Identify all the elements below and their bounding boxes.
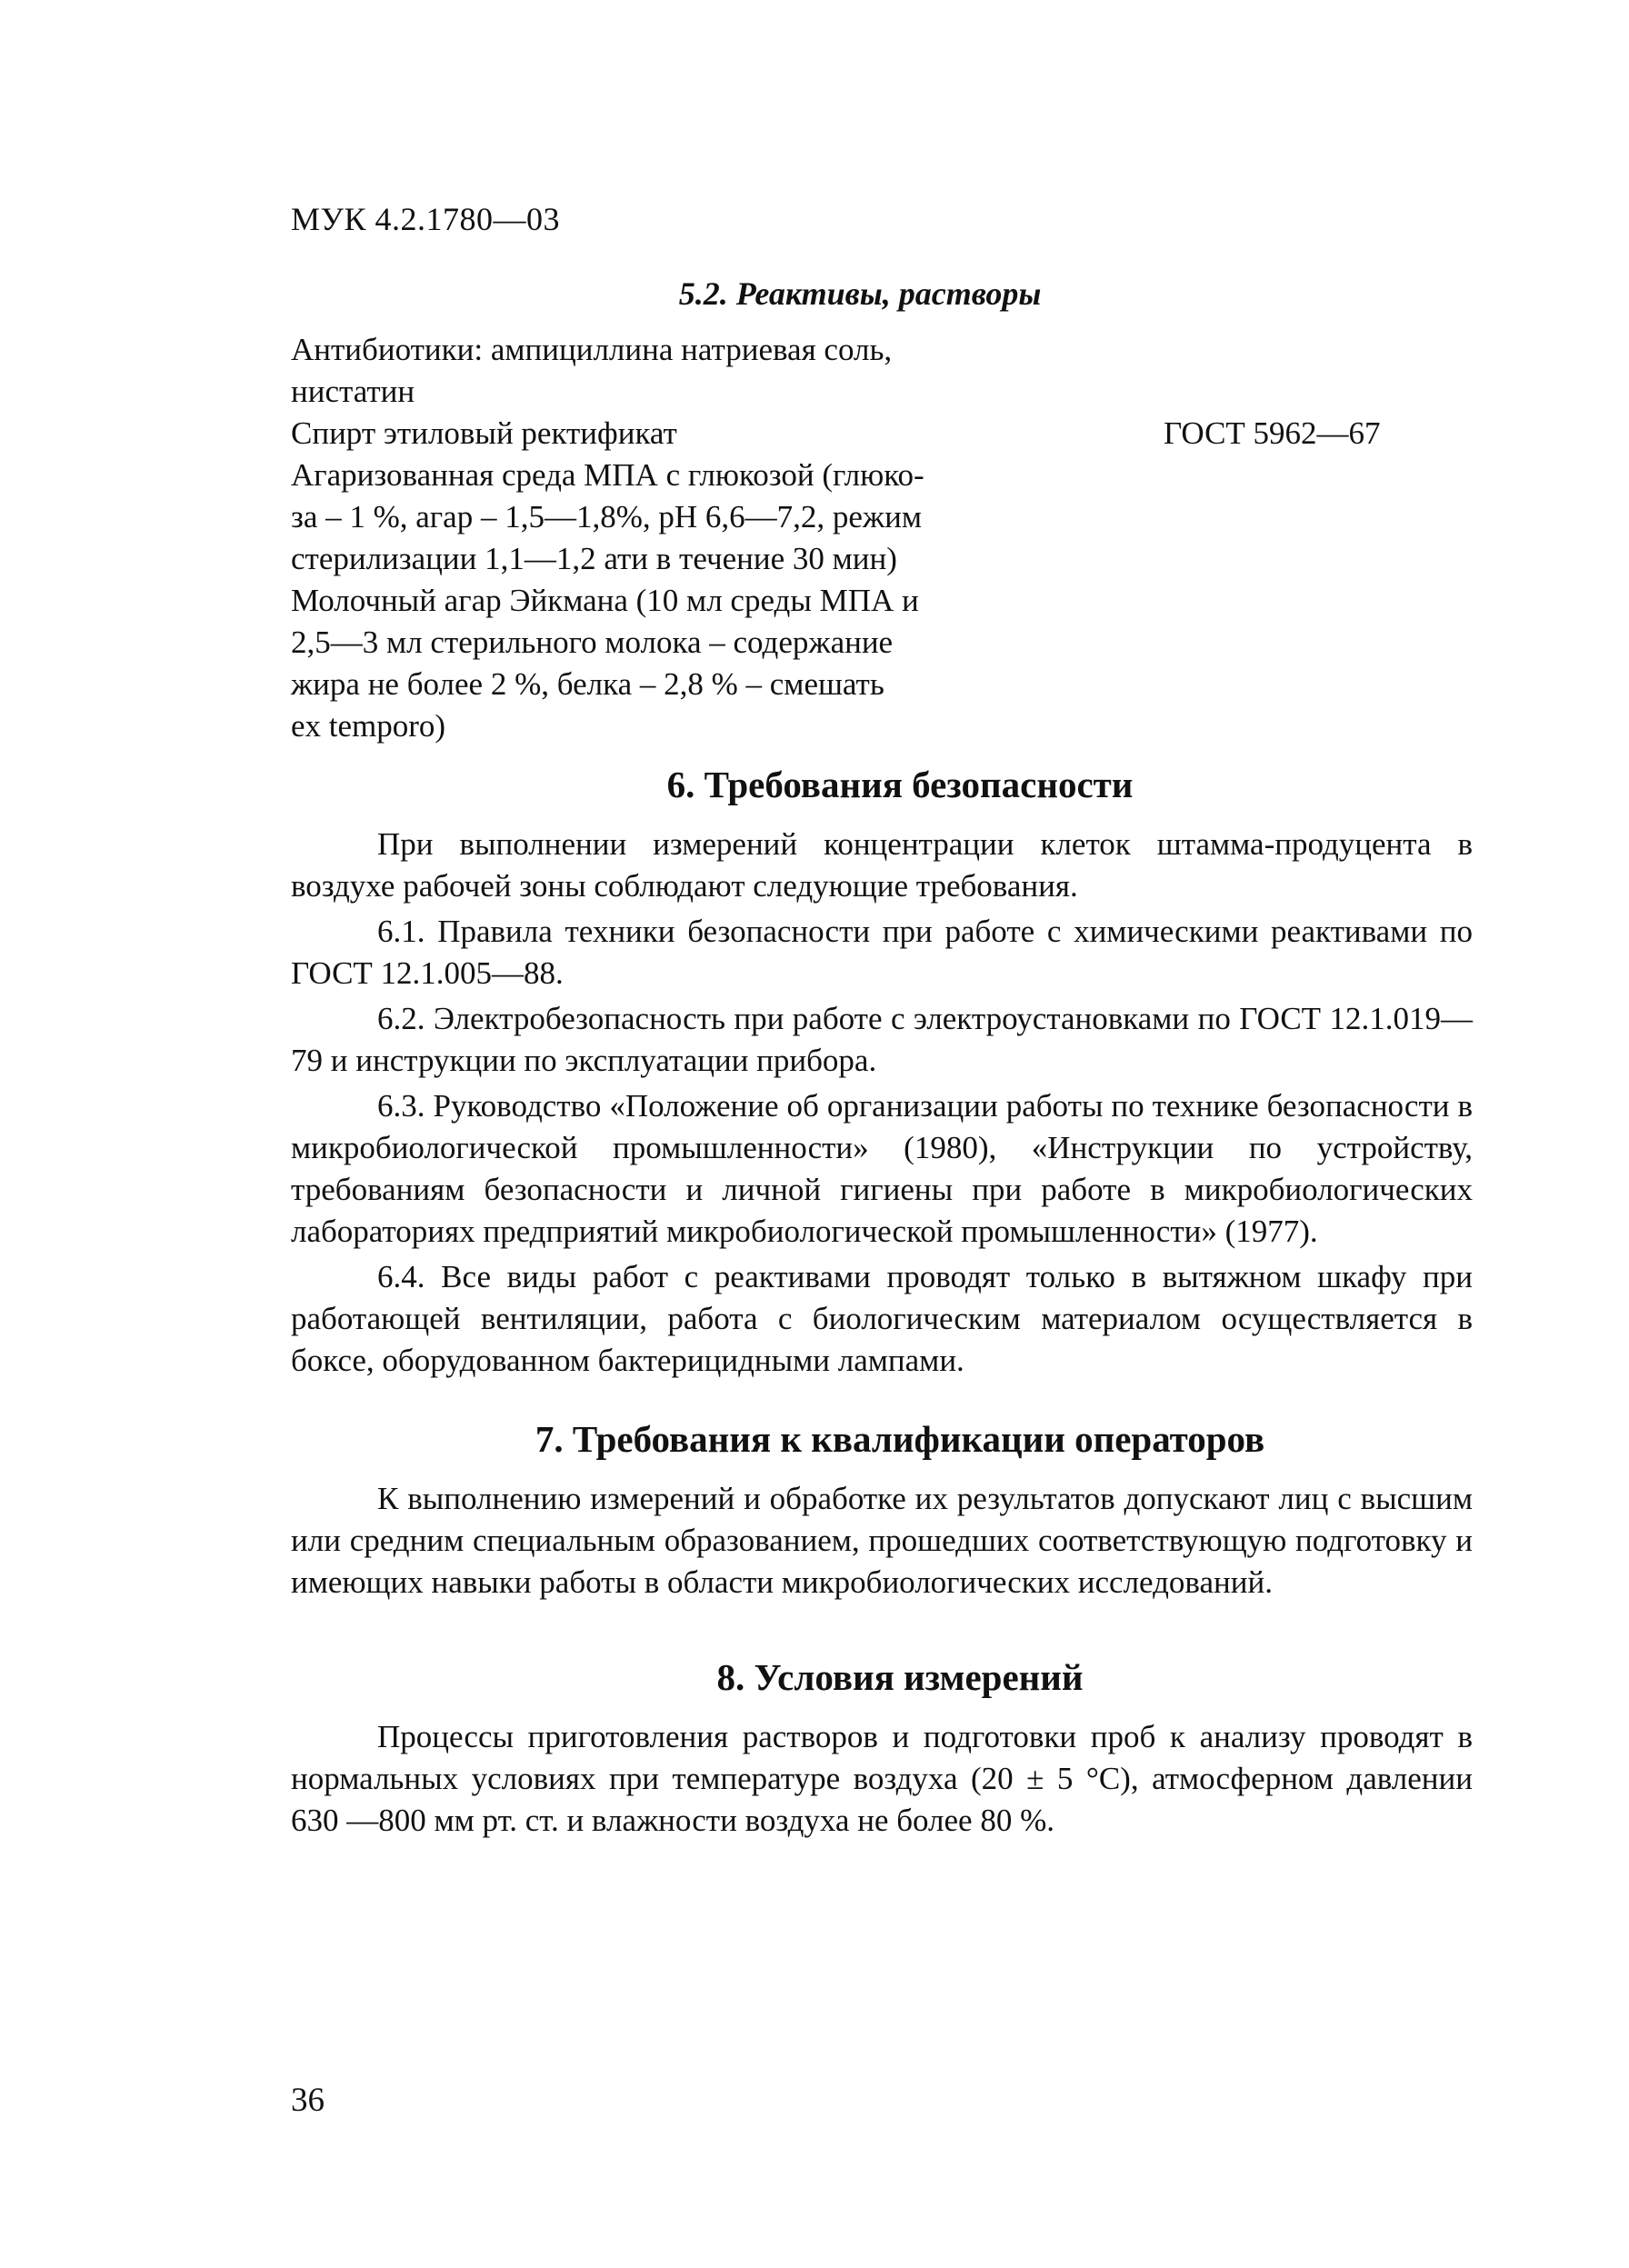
paragraph: 6.2. Электробезопасность при работе с электроустановками по ГОСТ 12.1.019—79 и инструкции по эксплуатации прибора. xyxy=(291,1001,1473,1078)
reagent-name: Молочный агар Эйкмана (10 мл среды МПА и 2,5—3 мл стерильного молока – содержание жира не более 2 %, белка – 2,8 % – смешать ex temporo) xyxy=(291,583,919,744)
section-title: 7. Требования к квалификации операторов xyxy=(535,1418,1265,1460)
reagent-name: Спирт этиловый ректификат xyxy=(291,415,677,451)
reagent-standard: ГОСТ 5962—67 xyxy=(1164,415,1381,451)
reagent-row xyxy=(291,580,1436,747)
paragraph: 6.3. Руководство «Положение об организации работы по технике безопасности в микробиологической промышленности» (1980), «Инструкции по устройству, требованиям безопасности и личной гигиены при работе в микробиологических лабораториях предприятий микробиологической промышленности» (1977). xyxy=(291,1088,1473,1249)
reagent-name: Агаризованная среда МПА с глюкозой (глюко- за – 1 %, агар – 1,5—1,8%, рН 6,6—7,2, режим стерилизации 1,1—1,2 ати в течение 30 мин) xyxy=(291,457,924,576)
paragraph: Процессы приготовления растворов и подготовки проб к анализу проводят в нормальных условиях при температуре воздуха (20 ± 5 °С), атмосферном давлении 630 —800 мм рт. ст. и влажности воздуха не более 80 %. xyxy=(291,1719,1473,1838)
section-title: 8. Условия измерений xyxy=(716,1656,1084,1698)
reagent-row xyxy=(291,455,1436,580)
reagents-list xyxy=(291,329,1436,747)
page-number: 36 xyxy=(291,2082,325,2119)
section-operator-qualification xyxy=(291,1416,1473,1607)
paragraph: К выполнению измерений и обработке их результатов допускают лиц с высшим или средним специальным образованием, прошедших соответствующую подготовку и имеющих навыки работы в области микробиологических исследований. xyxy=(291,1481,1473,1600)
reagent-name: Антибиотики: ампициллина натриевая соль, нистатин xyxy=(291,332,893,409)
section-measurement-conditions xyxy=(291,1654,1473,1845)
paragraph: 6.4. Все виды работ с реактивами проводят только в вытяжном шкафу при работающей вентиляции, работа с биологическим материалом осуществляется в боксе, оборудованном бактерицидными лампами. xyxy=(291,1259,1473,1378)
paragraph: При выполнении измерений концентрации клеток штамма-продуцента в воздухе рабочей зоны соблюдают следующие требования. xyxy=(291,826,1473,904)
section-safety-requirements xyxy=(291,762,1473,1385)
paragraph: 6.1. Правила техники безопасности при работе с химическими реактивами по ГОСТ 12.1.005—88. xyxy=(291,914,1473,991)
reagent-row xyxy=(291,413,1436,455)
section-title: 6. Требования безопасности xyxy=(666,764,1134,805)
subsection-title: 5.2. Реактивы, растворы xyxy=(678,275,1042,312)
reagent-row xyxy=(291,329,1436,413)
document-code-header: МУК 4.2.1780—03 xyxy=(291,201,561,237)
